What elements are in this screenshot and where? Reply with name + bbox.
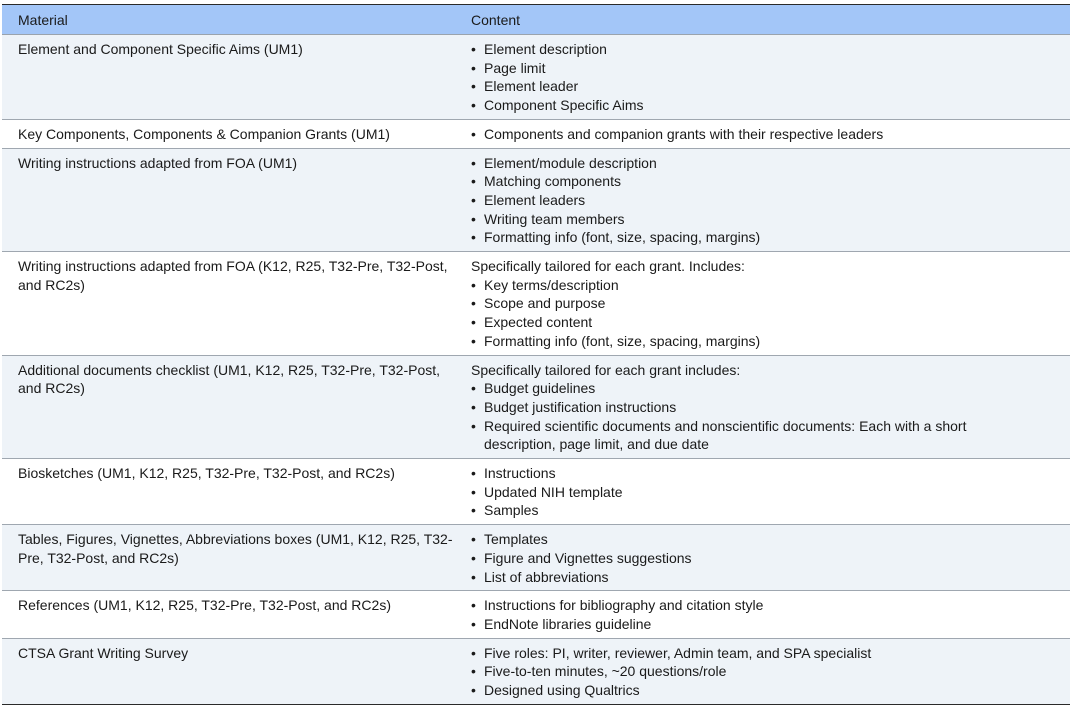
bullet-item: • Formatting info (font, size, spacing, margins) [471, 228, 1040, 247]
material-cell: Tables, Figures, Vignettes, Abbreviations boxes (UM1, K12, R25, T32-Pre, T32-Post, and RC2s) [18, 531, 453, 566]
content-cell [471, 257, 1070, 351]
bullet-list [471, 154, 1040, 248]
bullet-item: • Element leaders [471, 191, 1040, 210]
bullet-item: • Components and companion grants with their respective leaders [471, 125, 1040, 144]
bullet-item: • Budget justification instructions [471, 398, 1040, 417]
bullet-item: • Templates [471, 530, 1040, 549]
content-cell [471, 154, 1070, 248]
bullet-item: • Formatting info (font, size, spacing, margins) [471, 332, 1040, 351]
bullet-item: • Element leader [471, 77, 1040, 96]
table-row [2, 356, 1070, 460]
bullet-item: • Writing team members [471, 210, 1040, 229]
header-content: Content [471, 11, 521, 28]
material-cell: Key Components, Components & Companion Grants (UM1) [18, 125, 390, 142]
bullet-item: • List of abbreviations [471, 568, 1040, 587]
content-cell [471, 361, 1070, 455]
bullet-item: • Key terms/description [471, 276, 1040, 295]
table-row [2, 120, 1070, 149]
bullet-item: • Expected content [471, 313, 1040, 332]
bullet-item: • Figure and Vignettes suggestions [471, 549, 1040, 568]
content-cell [471, 644, 1070, 700]
bullet-item: • Required scientific documents and nonscientific documents: Each with a short description, page limit, and due date [471, 417, 1040, 454]
table-row [2, 35, 1070, 120]
bullet-list [471, 644, 1040, 700]
bullet-item: • Five roles: PI, writer, reviewer, Admin team, and SPA specialist [471, 644, 1040, 663]
material-cell: Writing instructions adapted from FOA (K12, R25, T32-Pre, T32-Post, and RC2s) [18, 258, 448, 293]
content-cell [471, 125, 1070, 144]
material-cell: Biosketches (UM1, K12, R25, T32-Pre, T32-Post, and RC2s) [18, 465, 395, 482]
bullet-item: • Samples [471, 501, 1040, 520]
bullet-item: • Instructions for bibliography and citation style [471, 596, 1040, 615]
materials-table [2, 4, 1070, 705]
bullet-item: • Page limit [471, 59, 1040, 78]
table-header [2, 5, 1070, 35]
header-material: Material [18, 11, 68, 28]
bullet-item: • Element description [471, 40, 1040, 59]
bullet-item: • Matching components [471, 172, 1040, 191]
material-cell: Writing instructions adapted from FOA (UM1) [18, 154, 298, 171]
bullet-item: • Instructions [471, 464, 1040, 483]
table-row [2, 459, 1070, 525]
bullet-list [471, 125, 1040, 144]
material-cell: Additional documents checklist (UM1, K12, R25, T32-Pre, T32-Post, and RC2s) [18, 361, 441, 397]
bullet-item: • Designed using Qualtrics [471, 681, 1040, 700]
bullet-list [471, 40, 1040, 115]
bullet-list [471, 379, 1040, 454]
material-cell: CTSA Grant Writing Survey [18, 644, 189, 661]
bullet-item: • Updated NIH template [471, 483, 1040, 502]
material-cell: References (UM1, K12, R25, T32-Pre, T32-Post, and RC2s) [18, 597, 391, 614]
content-cell [471, 464, 1070, 520]
bullet-item: • Budget guidelines [471, 379, 1040, 398]
content-intro: Specifically tailored for each grant. Includes: [471, 258, 745, 275]
table-body [2, 35, 1070, 704]
content-intro: Specifically tailored for each grant includes: [471, 361, 741, 378]
bullet-list [471, 276, 1040, 351]
table-row [2, 525, 1070, 591]
content-cell [471, 40, 1070, 115]
content-cell [471, 596, 1070, 633]
bullet-list [471, 464, 1040, 520]
bullet-item: • EndNote libraries guideline [471, 615, 1040, 634]
material-cell: Element and Component Specific Aims (UM1) [18, 41, 303, 57]
table-row [2, 591, 1070, 638]
bullet-item: • Scope and purpose [471, 294, 1040, 313]
table-row [2, 149, 1070, 253]
content-cell [471, 530, 1070, 586]
table-row [2, 639, 1070, 704]
bullet-item: • Element/module description [471, 154, 1040, 173]
bullet-list [471, 596, 1040, 633]
bullet-item: • Five-to-ten minutes, ~20 questions/role [471, 662, 1040, 681]
table-row [2, 252, 1070, 356]
bullet-item: • Component Specific Aims [471, 96, 1040, 115]
bullet-list [471, 530, 1040, 586]
